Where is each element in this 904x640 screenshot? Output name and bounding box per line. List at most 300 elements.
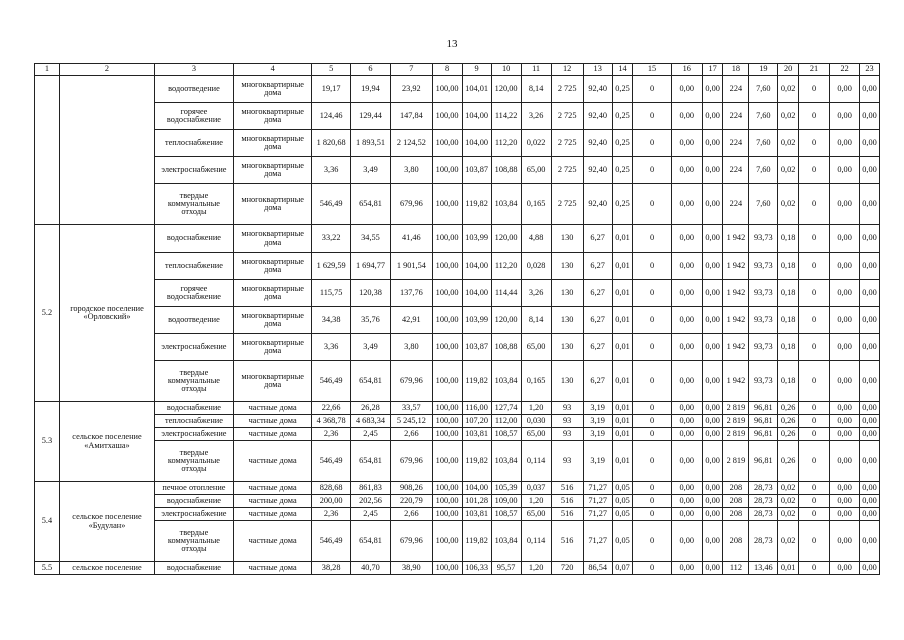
- value-cell: 127,74: [491, 402, 521, 415]
- value-cell: 0,00: [702, 441, 723, 482]
- value-cell: 0,00: [830, 441, 860, 482]
- table-row: [35, 361, 880, 402]
- value-cell: 0,00: [860, 361, 880, 402]
- value-cell: 112,20: [491, 130, 521, 157]
- value-cell: 516: [551, 482, 583, 495]
- service-type: горячее водоснабжение: [155, 280, 234, 307]
- table-row: [35, 76, 880, 103]
- value-cell: 0,00: [702, 415, 723, 428]
- value-cell: 93: [551, 428, 583, 441]
- value-cell: 1 629,59: [312, 253, 350, 280]
- value-cell: 0,00: [702, 307, 723, 334]
- value-cell: 2,66: [391, 508, 432, 521]
- value-cell: 208: [723, 482, 749, 495]
- value-cell: 3,49: [350, 157, 390, 184]
- value-cell: 0,25: [612, 184, 633, 225]
- value-cell: 0: [633, 508, 671, 521]
- value-cell: 100,00: [432, 508, 462, 521]
- value-cell: 3,80: [391, 157, 432, 184]
- value-cell: 104,00: [462, 103, 491, 130]
- value-cell: 3,19: [583, 441, 612, 482]
- column-number: 13: [583, 64, 612, 76]
- service-type: водоснабжение: [155, 495, 234, 508]
- value-cell: 654,81: [350, 441, 390, 482]
- value-cell: 6,27: [583, 334, 612, 361]
- value-cell: 0,00: [671, 76, 702, 103]
- value-cell: 2 819: [723, 415, 749, 428]
- value-cell: 7,60: [749, 157, 778, 184]
- value-cell: 3,80: [391, 334, 432, 361]
- value-cell: 3,26: [521, 280, 551, 307]
- settlement-name: сельское поселение «Будулан»: [59, 482, 154, 562]
- value-cell: 6,27: [583, 225, 612, 253]
- value-cell: 100,00: [432, 441, 462, 482]
- value-cell: 0,00: [671, 562, 702, 575]
- value-cell: 116,00: [462, 402, 491, 415]
- value-cell: 92,40: [583, 103, 612, 130]
- value-cell: 7,60: [749, 130, 778, 157]
- value-cell: 100,00: [432, 253, 462, 280]
- value-cell: 130: [551, 225, 583, 253]
- table-row: [35, 428, 880, 441]
- value-cell: 34,38: [312, 307, 350, 334]
- value-cell: 0,00: [702, 495, 723, 508]
- value-cell: 0: [633, 76, 671, 103]
- value-cell: 103,84: [491, 361, 521, 402]
- housing-type: частные дома: [233, 482, 312, 495]
- value-cell: 0,01: [778, 562, 799, 575]
- value-cell: 0: [633, 253, 671, 280]
- value-cell: 100,00: [432, 428, 462, 441]
- value-cell: 1 901,54: [391, 253, 432, 280]
- value-cell: 679,96: [391, 521, 432, 562]
- value-cell: 8,14: [521, 307, 551, 334]
- column-number: 6: [350, 64, 390, 76]
- value-cell: 0: [633, 495, 671, 508]
- value-cell: 108,57: [491, 508, 521, 521]
- value-cell: 92,40: [583, 184, 612, 225]
- value-cell: 654,81: [350, 184, 390, 225]
- housing-type: многоквартирные дома: [233, 253, 312, 280]
- value-cell: 0,00: [860, 508, 880, 521]
- value-cell: 38,90: [391, 562, 432, 575]
- value-cell: 100,00: [432, 402, 462, 415]
- value-cell: 0: [633, 130, 671, 157]
- value-cell: 96,81: [749, 428, 778, 441]
- value-cell: 19,94: [350, 76, 390, 103]
- housing-type: частные дома: [233, 521, 312, 562]
- column-number: 2: [59, 64, 154, 76]
- value-cell: 100,00: [432, 495, 462, 508]
- column-number: 23: [860, 64, 880, 76]
- service-type: теплоснабжение: [155, 415, 234, 428]
- value-cell: 71,27: [583, 508, 612, 521]
- value-cell: 0: [799, 130, 830, 157]
- value-cell: 7,60: [749, 184, 778, 225]
- value-cell: 0: [799, 307, 830, 334]
- value-cell: 86,54: [583, 562, 612, 575]
- value-cell: 7,60: [749, 103, 778, 130]
- value-cell: 0,00: [671, 103, 702, 130]
- value-cell: 0,00: [702, 280, 723, 307]
- value-cell: 0,00: [671, 225, 702, 253]
- housing-type: многоквартирные дома: [233, 103, 312, 130]
- value-cell: 114,22: [491, 103, 521, 130]
- value-cell: 0,00: [671, 280, 702, 307]
- value-cell: 38,28: [312, 562, 350, 575]
- value-cell: 100,00: [432, 76, 462, 103]
- value-cell: 0: [633, 521, 671, 562]
- value-cell: 0: [633, 441, 671, 482]
- service-type: твердые коммунальные отходы: [155, 521, 234, 562]
- value-cell: 0,26: [778, 415, 799, 428]
- value-cell: 0,00: [860, 280, 880, 307]
- service-type: теплоснабжение: [155, 130, 234, 157]
- value-cell: 100,00: [432, 130, 462, 157]
- value-cell: 0: [633, 415, 671, 428]
- value-cell: 224: [723, 103, 749, 130]
- value-cell: 0,02: [778, 103, 799, 130]
- value-cell: 908,26: [391, 482, 432, 495]
- value-cell: 100,00: [432, 225, 462, 253]
- value-cell: 0: [799, 482, 830, 495]
- table-row: [35, 157, 880, 184]
- value-cell: 0,00: [830, 280, 860, 307]
- settlement-name: [59, 76, 154, 225]
- value-cell: 33,57: [391, 402, 432, 415]
- value-cell: 120,00: [491, 76, 521, 103]
- value-cell: 1,20: [521, 495, 551, 508]
- value-cell: 1,20: [521, 562, 551, 575]
- value-cell: 106,33: [462, 562, 491, 575]
- column-number: 9: [462, 64, 491, 76]
- value-cell: 0,00: [860, 402, 880, 415]
- value-cell: 0,00: [860, 482, 880, 495]
- column-number: 8: [432, 64, 462, 76]
- service-type: печное отопление: [155, 482, 234, 495]
- value-cell: 220,79: [391, 495, 432, 508]
- housing-type: частные дома: [233, 428, 312, 441]
- value-cell: 0: [633, 157, 671, 184]
- value-cell: 0,02: [778, 508, 799, 521]
- value-cell: 4 368,78: [312, 415, 350, 428]
- value-cell: 33,22: [312, 225, 350, 253]
- table-row: [35, 184, 880, 225]
- tariff-table: [34, 63, 880, 575]
- value-cell: 3,36: [312, 334, 350, 361]
- value-cell: 104,00: [462, 482, 491, 495]
- value-cell: 96,81: [749, 415, 778, 428]
- table-row: [35, 130, 880, 157]
- value-cell: 26,28: [350, 402, 390, 415]
- value-cell: 2 725: [551, 157, 583, 184]
- value-cell: 28,73: [749, 508, 778, 521]
- value-cell: 0,00: [702, 157, 723, 184]
- value-cell: 0,00: [830, 157, 860, 184]
- value-cell: 112,20: [491, 253, 521, 280]
- value-cell: 679,96: [391, 184, 432, 225]
- value-cell: 0: [799, 428, 830, 441]
- value-cell: 100,00: [432, 562, 462, 575]
- value-cell: 0,00: [671, 361, 702, 402]
- value-cell: 0,00: [830, 521, 860, 562]
- value-cell: 200,00: [312, 495, 350, 508]
- housing-type: многоквартирные дома: [233, 130, 312, 157]
- value-cell: 65,00: [521, 508, 551, 521]
- service-type: электроснабжение: [155, 428, 234, 441]
- value-cell: 208: [723, 508, 749, 521]
- value-cell: 100,00: [432, 103, 462, 130]
- service-type: водоотведение: [155, 76, 234, 103]
- table-row: [35, 508, 880, 521]
- value-cell: 65,00: [521, 157, 551, 184]
- service-type: горячее водоснабжение: [155, 103, 234, 130]
- value-cell: 0: [799, 184, 830, 225]
- service-type: водоотведение: [155, 307, 234, 334]
- value-cell: 109,00: [491, 495, 521, 508]
- value-cell: 0: [633, 307, 671, 334]
- value-cell: 720: [551, 562, 583, 575]
- value-cell: 861,83: [350, 482, 390, 495]
- value-cell: 8,14: [521, 76, 551, 103]
- value-cell: 0,00: [702, 184, 723, 225]
- value-cell: 100,00: [432, 334, 462, 361]
- value-cell: 0,022: [521, 130, 551, 157]
- value-cell: 0,165: [521, 361, 551, 402]
- value-cell: 0: [799, 508, 830, 521]
- value-cell: 0,00: [702, 428, 723, 441]
- value-cell: 0,01: [612, 253, 633, 280]
- value-cell: 0,00: [830, 103, 860, 130]
- value-cell: 130: [551, 280, 583, 307]
- table-row: [35, 562, 880, 575]
- value-cell: 0,00: [830, 415, 860, 428]
- value-cell: 119,82: [462, 441, 491, 482]
- value-cell: 516: [551, 508, 583, 521]
- column-number: 19: [749, 64, 778, 76]
- value-cell: 0,00: [830, 76, 860, 103]
- value-cell: 0: [799, 103, 830, 130]
- value-cell: 23,92: [391, 76, 432, 103]
- value-cell: 0,037: [521, 482, 551, 495]
- value-cell: 0,00: [860, 157, 880, 184]
- value-cell: 0,00: [830, 225, 860, 253]
- value-cell: 130: [551, 334, 583, 361]
- value-cell: 1 820,68: [312, 130, 350, 157]
- value-cell: 0: [633, 280, 671, 307]
- value-cell: 546,49: [312, 441, 350, 482]
- value-cell: 93,73: [749, 307, 778, 334]
- value-cell: 0,00: [830, 184, 860, 225]
- page-number: 13: [446, 38, 458, 50]
- value-cell: 0: [799, 280, 830, 307]
- value-cell: 0,18: [778, 307, 799, 334]
- value-cell: 120,00: [491, 225, 521, 253]
- column-number: 14: [612, 64, 633, 76]
- value-cell: 103,84: [491, 441, 521, 482]
- value-cell: 137,76: [391, 280, 432, 307]
- value-cell: 93,73: [749, 253, 778, 280]
- value-cell: 2 819: [723, 441, 749, 482]
- value-cell: 114,44: [491, 280, 521, 307]
- value-cell: 679,96: [391, 441, 432, 482]
- value-cell: 112: [723, 562, 749, 575]
- value-cell: 0,00: [860, 428, 880, 441]
- table-row: [35, 495, 880, 508]
- column-number: 15: [633, 64, 671, 76]
- value-cell: 119,82: [462, 361, 491, 402]
- value-cell: 516: [551, 495, 583, 508]
- value-cell: 103,99: [462, 307, 491, 334]
- value-cell: 0,01: [612, 334, 633, 361]
- value-cell: 3,19: [583, 428, 612, 441]
- value-cell: 0: [633, 482, 671, 495]
- column-number: 17: [702, 64, 723, 76]
- value-cell: 0,00: [702, 76, 723, 103]
- value-cell: 0,00: [860, 225, 880, 253]
- value-cell: 0: [799, 495, 830, 508]
- value-cell: 679,96: [391, 361, 432, 402]
- value-cell: 0,02: [778, 130, 799, 157]
- value-cell: 100,00: [432, 307, 462, 334]
- column-number: 20: [778, 64, 799, 76]
- value-cell: 103,81: [462, 508, 491, 521]
- service-type: водоснабжение: [155, 225, 234, 253]
- value-cell: 93: [551, 402, 583, 415]
- value-cell: 546,49: [312, 184, 350, 225]
- value-cell: 224: [723, 184, 749, 225]
- table-body: [35, 64, 880, 575]
- value-cell: 0,01: [612, 280, 633, 307]
- value-cell: 0,00: [830, 361, 860, 402]
- group-number: 5.2: [35, 225, 60, 402]
- value-cell: 654,81: [350, 521, 390, 562]
- table-row: [35, 280, 880, 307]
- value-cell: 103,99: [462, 225, 491, 253]
- value-cell: 546,49: [312, 361, 350, 402]
- value-cell: 112,00: [491, 415, 521, 428]
- value-cell: 0,00: [671, 402, 702, 415]
- value-cell: 2 819: [723, 428, 749, 441]
- value-cell: 0,00: [671, 184, 702, 225]
- value-cell: 0: [633, 184, 671, 225]
- housing-type: многоквартирные дома: [233, 157, 312, 184]
- value-cell: 0,00: [830, 495, 860, 508]
- value-cell: 0,00: [860, 253, 880, 280]
- value-cell: 0: [799, 441, 830, 482]
- value-cell: 71,27: [583, 521, 612, 562]
- value-cell: 100,00: [432, 157, 462, 184]
- value-cell: 1 942: [723, 334, 749, 361]
- value-cell: 0,00: [702, 225, 723, 253]
- value-cell: 3,26: [521, 103, 551, 130]
- table-row: [35, 482, 880, 495]
- settlement-name: сельское поселение: [59, 562, 154, 575]
- value-cell: 2,36: [312, 428, 350, 441]
- value-cell: 0,25: [612, 157, 633, 184]
- value-cell: 0,00: [671, 307, 702, 334]
- value-cell: 0,00: [702, 521, 723, 562]
- housing-type: частные дома: [233, 562, 312, 575]
- value-cell: 0,02: [778, 521, 799, 562]
- settlement-name: городское поселение «Орловский»: [59, 225, 154, 402]
- housing-type: многоквартирные дома: [233, 184, 312, 225]
- value-cell: 0: [799, 361, 830, 402]
- column-number: 21: [799, 64, 830, 76]
- value-cell: 100,00: [432, 415, 462, 428]
- column-number: 22: [830, 64, 860, 76]
- value-cell: 2,66: [391, 428, 432, 441]
- value-cell: 92,40: [583, 157, 612, 184]
- value-cell: 93,73: [749, 334, 778, 361]
- value-cell: 103,84: [491, 184, 521, 225]
- value-cell: 100,00: [432, 184, 462, 225]
- table-row: [35, 253, 880, 280]
- value-cell: 0: [799, 334, 830, 361]
- value-cell: 1 942: [723, 307, 749, 334]
- value-cell: 35,76: [350, 307, 390, 334]
- value-cell: 0,00: [830, 562, 860, 575]
- value-cell: 0,18: [778, 253, 799, 280]
- value-cell: 6,27: [583, 253, 612, 280]
- value-cell: 0,25: [612, 103, 633, 130]
- value-cell: 115,75: [312, 280, 350, 307]
- value-cell: 0,25: [612, 76, 633, 103]
- value-cell: 0,00: [671, 508, 702, 521]
- value-cell: 0,02: [778, 184, 799, 225]
- value-cell: 224: [723, 76, 749, 103]
- column-number: 5: [312, 64, 350, 76]
- value-cell: 0,01: [612, 428, 633, 441]
- value-cell: 93: [551, 441, 583, 482]
- value-cell: 103,87: [462, 334, 491, 361]
- value-cell: 0,00: [671, 253, 702, 280]
- value-cell: 0,00: [860, 562, 880, 575]
- service-type: электроснабжение: [155, 508, 234, 521]
- value-cell: 1 942: [723, 280, 749, 307]
- value-cell: 516: [551, 521, 583, 562]
- value-cell: 3,36: [312, 157, 350, 184]
- value-cell: 1 942: [723, 225, 749, 253]
- value-cell: 0,00: [860, 307, 880, 334]
- table-row: [35, 521, 880, 562]
- value-cell: 0: [799, 76, 830, 103]
- table-row: [35, 334, 880, 361]
- group-number: 5.5: [35, 562, 60, 575]
- value-cell: 0,02: [778, 76, 799, 103]
- value-cell: 40,70: [350, 562, 390, 575]
- value-cell: 0,07: [612, 562, 633, 575]
- housing-type: многоквартирные дома: [233, 280, 312, 307]
- value-cell: 0,18: [778, 280, 799, 307]
- service-type: электроснабжение: [155, 334, 234, 361]
- value-cell: 0,00: [702, 562, 723, 575]
- value-cell: 3,49: [350, 334, 390, 361]
- value-cell: 0: [633, 361, 671, 402]
- value-cell: 208: [723, 495, 749, 508]
- service-type: электроснабжение: [155, 157, 234, 184]
- value-cell: 71,27: [583, 482, 612, 495]
- value-cell: 0: [799, 402, 830, 415]
- value-cell: 92,40: [583, 130, 612, 157]
- value-cell: 0,18: [778, 225, 799, 253]
- column-number: 4: [233, 64, 312, 76]
- value-cell: 28,73: [749, 482, 778, 495]
- value-cell: 0,00: [830, 334, 860, 361]
- value-cell: 0,00: [702, 482, 723, 495]
- value-cell: 0,00: [860, 334, 880, 361]
- value-cell: 34,55: [350, 225, 390, 253]
